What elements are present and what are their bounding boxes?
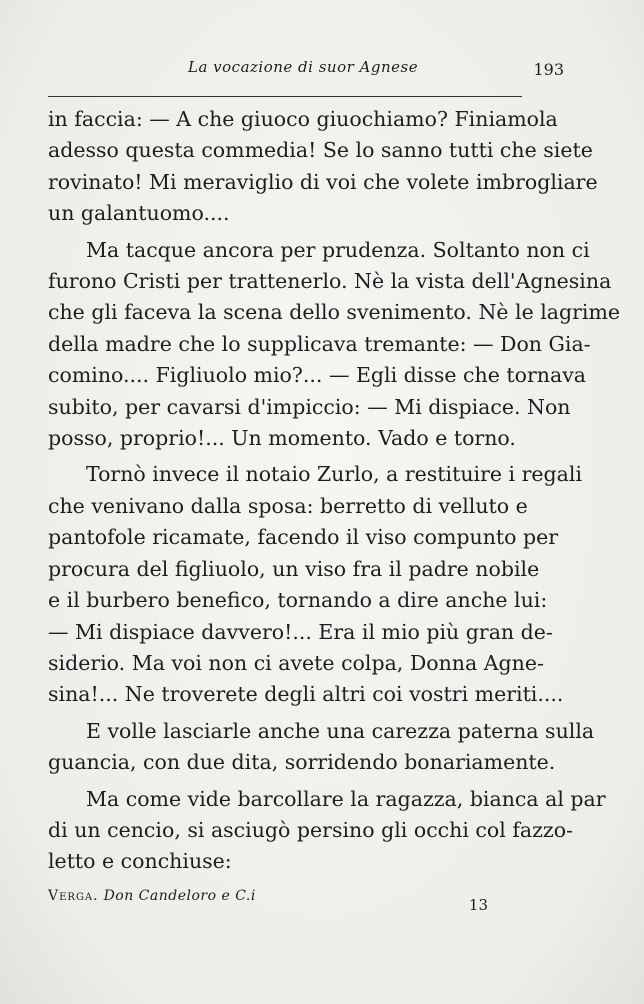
footer-signature [48, 888, 256, 904]
text-line: della madre che lo supplicava tremante: — Don Gia- [48, 331, 591, 356]
page-header [48, 58, 564, 82]
page-footer [48, 888, 488, 918]
text-line: procura del figliuolo, un viso fra il padre nobile [48, 556, 540, 581]
text-line: comino.... Figliuolo mio?... — Egli disse che tornava [48, 363, 586, 388]
text-line: — Mi dispiace davvero!... Era il mio più gran de- [48, 619, 553, 644]
signature-mark: 13 [468, 896, 488, 914]
text-line: siderio. Ma voi non ci avete colpa, Donna Agne- [48, 650, 544, 675]
footer-author: Verga. [48, 888, 99, 904]
paragraph-4 [48, 716, 595, 779]
text-line: sina!... Ne troverete degli altri coi vostri meriti.... [48, 682, 564, 707]
text-line: letto e conchiuse: [48, 849, 232, 874]
footer-book-title: Don Candeloro e C.i [103, 888, 256, 904]
page-number: 193 [533, 60, 564, 79]
text-line: adesso questa commedia! Se lo sanno tutti che siete [48, 138, 593, 163]
text-line: subito, per cavarsi d'impiccio: — Mi dispiace. Non [48, 394, 571, 419]
paragraph-2 [48, 235, 621, 455]
header-rule [48, 96, 522, 97]
text-line: Tornò invece il notaio Zurlo, a restituire i regali [86, 462, 583, 487]
text-line: di un cencio, si asciugò persino gli occhi col fazzo- [48, 817, 574, 842]
text-line: e il burbero benefico, tornando a dire anche lui: [48, 588, 548, 613]
text-line: Ma tacque ancora per prudenza. Soltanto non ci [86, 237, 590, 262]
text-line: un galantuomo.... [48, 201, 230, 226]
text-line: Ma come vide barcollare la ragazza, bianca al par [86, 786, 606, 811]
text-line: rovinato! Mi meraviglio di voi che volete imbrogliare [48, 169, 598, 194]
paragraph-1 [48, 104, 598, 230]
body-text [48, 104, 621, 878]
text-line: guancia, con due dita, sorridendo bonariamente. [48, 750, 556, 775]
text-line: in faccia: — A che giuoco giuochiamo? Finiamola [48, 107, 558, 131]
paragraph-3 [48, 459, 583, 710]
running-title: La vocazione di suor Agnese [188, 58, 419, 76]
text-line: che gli faceva la scena dello svenimento. Nè le lagrime [48, 300, 621, 325]
text-line: che venivano dalla sposa: berretto di velluto e [48, 493, 528, 518]
text-line: E volle lasciarle anche una carezza paterna sulla [86, 718, 595, 743]
text-line: pantofole ricamate, facendo il viso compunto per [48, 525, 559, 550]
paragraph-5 [48, 784, 606, 878]
text-line: posso, proprio!... Un momento. Vado e torno. [48, 426, 516, 451]
text-line: furono Cristi per trattenerlo. Nè la vista dell'Agnesina [48, 269, 612, 294]
